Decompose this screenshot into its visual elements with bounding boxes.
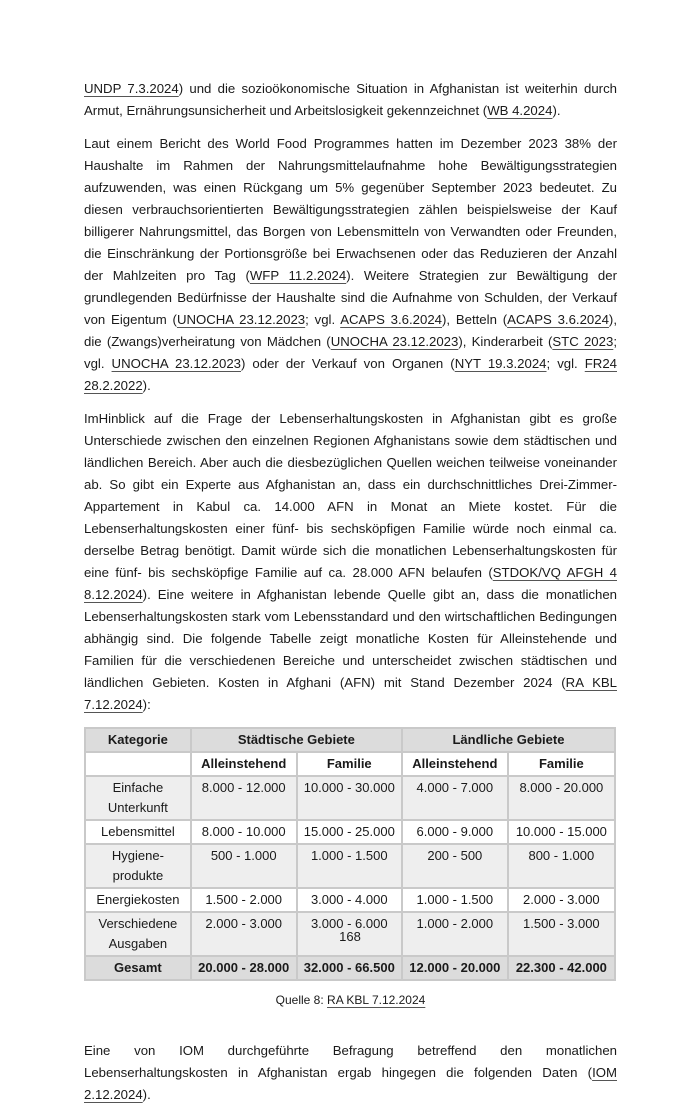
text: Laut einem Bericht des World Food Programmes hatten im Dezember 2023 38% der Haushalte im Rahmen der Nahrungsmittelaufnahme hohe Bewältigungsstrategien aufzuwenden, was einen Rückgang um 5% gegenüber September 2023 bedeutet. Zu diesen verbrauchsorientierten Bewältigungsstrategien zählen beispielsweise der Kauf billigerer Nahrungsmittel, das Borgen von Lebensmitteln von Verwandten oder Freunden, die Einschränkung der Portionsgröße bei Erwachsenen oder das Reduzieren der Anzahl der Mahlzeiten pro Tag (	[84, 136, 617, 283]
header-rural: Ländliche Gebiete	[402, 728, 615, 752]
source-link[interactable]: RA KBL 7.12.2024	[327, 993, 426, 1007]
source-link[interactable]: FR24 28.2.2022	[84, 356, 617, 393]
text: ; vgl.	[305, 312, 341, 327]
table-row	[85, 844, 615, 888]
cell: 10.000 - 30.000	[297, 776, 402, 820]
row-label: Einfache Unterkunft	[85, 776, 191, 820]
source-link[interactable]: RA KBL 7.12.2024	[84, 675, 617, 712]
text: ), Betteln (	[442, 312, 508, 327]
cell: 1.500 - 3.000	[508, 912, 615, 956]
header-urban: Städtische Gebiete	[191, 728, 402, 752]
source-link[interactable]: STDOK/VQ AFGH 4 8.12.2024	[84, 565, 617, 602]
paragraph-2	[84, 133, 617, 397]
paragraph-1	[84, 78, 617, 122]
cell: 3.000 - 6.000	[297, 912, 402, 956]
page-number: 168	[339, 929, 361, 944]
text: ), Kinderarbeit (	[458, 334, 553, 349]
table-total-row	[85, 956, 615, 980]
text: ):	[142, 697, 151, 712]
cell: 8.000 - 10.000	[191, 820, 297, 844]
text: ) oder der Verkauf von Organen (	[241, 356, 455, 371]
text: ; vgl.	[84, 334, 617, 371]
cell: 2.000 - 3.000	[191, 912, 297, 956]
total-label: Gesamt	[85, 956, 191, 980]
cell: 8.000 - 12.000	[191, 776, 297, 820]
text: ) und die sozioökonomische Situation in Afghanistan ist weiterhin durch Armut, Ernährungsunsicherheit und Arbeitslosigkeit gekennzeichnet (	[84, 81, 617, 118]
row-label: Hygiene-produkte	[85, 844, 191, 888]
paragraph-3	[84, 408, 617, 716]
total-cell: 12.000 - 20.000	[402, 956, 508, 980]
cell: 2.000 - 3.000	[508, 888, 615, 912]
source-link[interactable]: IOM 2.12.2024	[84, 1065, 617, 1102]
source-link[interactable]: ACAPS 3.6.2024	[340, 312, 443, 327]
source-link[interactable]: WFP 11.2.2024	[249, 268, 347, 283]
text: ), die (Zwangs)verheiratung von Mädchen (	[84, 312, 617, 349]
text: ). Eine weitere in Afghanistan lebende Quelle gibt an, dass die monatlichen Lebenserhaltungskosten stark vom Lebensstandard und den wirtschaftlichen Bedingungen abhängig sind. Die folgende Tabelle zeigt monatliche Kosten für Alleinstehende und Familien für die verschiedenen Bereiche und unterscheidet zwischen städtischen und ländlichen Gebieten. Kosten in Afghani (AFN) mit Stand Dezember 2024 (	[84, 587, 617, 690]
total-cell: 22.300 - 42.000	[508, 956, 615, 980]
cell: 8.000 - 20.000	[508, 776, 615, 820]
subheader-empty	[85, 752, 191, 776]
total-cell: 20.000 - 28.000	[191, 956, 297, 980]
source-link[interactable]: WB 4.2024	[487, 103, 553, 118]
cell: 1.500 - 2.000	[191, 888, 297, 912]
source-link[interactable]: STC 2023	[552, 334, 614, 349]
text: ).	[552, 103, 561, 118]
source-link[interactable]: UNOCHA 23.12.2023	[176, 312, 306, 327]
cell: 1.000 - 2.000	[402, 912, 508, 956]
cell: 1.000 - 1.500	[402, 888, 508, 912]
cell: 4.000 - 7.000	[402, 776, 508, 820]
text: ; vgl.	[546, 356, 585, 371]
caption-prefix: Quelle 8:	[275, 993, 328, 1007]
cell: 6.000 - 9.000	[402, 820, 508, 844]
paragraph-4	[84, 1040, 617, 1106]
subheader-rural-single: Alleinstehend	[402, 752, 508, 776]
row-label: Lebensmittel	[85, 820, 191, 844]
source-link[interactable]: ACAPS 3.6.2024	[507, 312, 609, 327]
cell: 500 - 1.000	[191, 844, 297, 888]
table-caption	[84, 991, 617, 1009]
cell: 3.000 - 4.000	[297, 888, 402, 912]
text: ). Weitere Strategien zur Bewältigung der grundlegenden Bedürfnisse der Haushalte sind die Aufnahme von Schulden, der Verkauf von Eigentum (	[84, 268, 617, 327]
cell: 200 - 500	[402, 844, 508, 888]
cell: 800 - 1.000	[508, 844, 615, 888]
text: ).	[142, 1087, 151, 1102]
subheader-urban-single: Alleinstehend	[191, 752, 297, 776]
header-kategorie: Kategorie	[85, 728, 191, 752]
document-page	[84, 78, 617, 1106]
source-link[interactable]: NYT 19.3.2024	[454, 356, 547, 371]
subheader-rural-family: Familie	[508, 752, 615, 776]
table-row	[85, 820, 615, 844]
cell: 10.000 - 15.000	[508, 820, 615, 844]
text: Eine von IOM durchgeführte Befragung betreffend den monatlichen Lebenserhaltungskosten in Afghanistan ergab hingegen die folgenden Daten (	[84, 1043, 617, 1080]
text: ImHinblick auf die Frage der Lebenserhaltungskosten in Afghanistan gibt es große Unterschiede zwischen den einzelnen Regionen Afghanistans sowie dem städtischen und ländlichen Bereich. Aber auch die diesbezüglichen Quellen weichen teilweise voneinander ab. So gibt ein Experte aus Afghanistan an, dass ein durchschnittliches Drei-Zimmer-Appartement in Kabul ca. 14.000 AFN in Monat an Miete kostet. Für die Lebenserhaltungskosten einer fünf- bis sechsköpfigen Familie würde noch einmal ca. derselbe Betrag benötigt. Damit würde sich die monatlichen Lebenserhaltungskosten für eine fünf- bis sechsköpfige Familie auf ca. 28.000 AFN belaufen (	[84, 411, 617, 580]
total-cell: 32.000 - 66.500	[297, 956, 402, 980]
text: ).	[142, 378, 151, 393]
table-row	[85, 776, 615, 820]
source-link[interactable]: UNOCHA 23.12.2023	[330, 334, 459, 349]
subheader-urban-family: Familie	[297, 752, 402, 776]
table-header-row	[85, 728, 615, 752]
row-label: Energiekosten	[85, 888, 191, 912]
cell: 15.000 - 25.000	[297, 820, 402, 844]
table-subheader-row	[85, 752, 615, 776]
cell: 1.000 - 1.500	[297, 844, 402, 888]
source-link[interactable]: UNDP 7.3.2024	[84, 81, 179, 96]
row-label: Verschiedene Ausgaben	[85, 912, 191, 956]
source-link[interactable]: UNOCHA 23.12.2023	[111, 356, 241, 371]
table-row	[85, 888, 615, 912]
